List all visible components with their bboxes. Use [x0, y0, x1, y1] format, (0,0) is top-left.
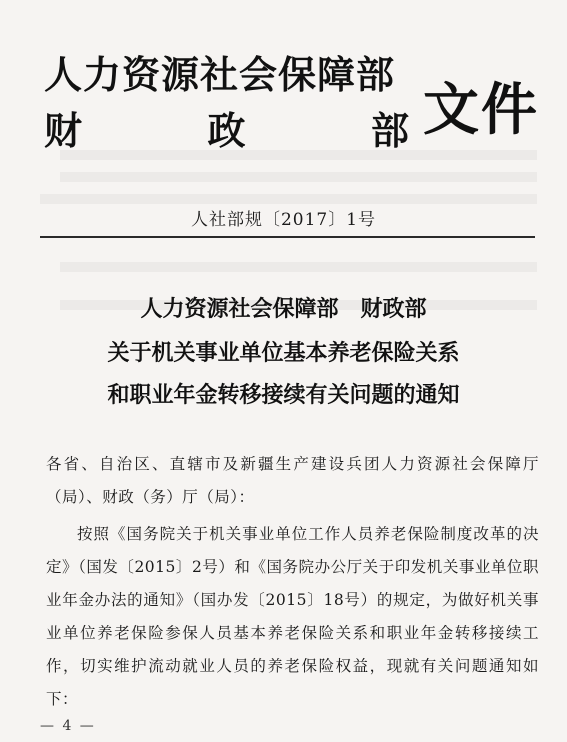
title-line-2: 关于机关事业单位基本养老保险关系	[107, 340, 460, 366]
document-number: 人社部规〔2017〕1号	[190, 210, 377, 230]
issuer-char: 部	[370, 108, 410, 153]
issuer-char: 政	[207, 108, 247, 153]
title-line-1: 人力资源社会保障部 财政部	[140, 296, 427, 322]
body-paragraph: 按照《国务院关于机关事业单位工作人员养老保险制度改革的决定》（国发〔2015〕2号）和《国务院办公厅关于印发机关事业单位职业年金办法的通知》（国办发〔2015〕18号）的规定，为做好机关事业单位养老保险参保人员基本养老保险关系和职业年金转移接续工作，切实维护流动就业人员的养老保险权益，现就有关问题通知如下：	[46, 525, 539, 708]
bleed-through	[40, 194, 537, 204]
title-line-3: 和职业年金转移接续有关问题的通知	[107, 382, 460, 408]
page-number: — 4 —	[40, 718, 96, 734]
wenjian-label: 文件	[423, 77, 539, 143]
bleed-through	[60, 262, 537, 272]
header-rule	[40, 236, 535, 238]
issuer-char: 财	[44, 108, 84, 153]
bleed-through	[60, 172, 537, 182]
issuer-line-2	[44, 100, 410, 155]
issuer-line-1: 人力资源社会保障部	[44, 52, 396, 97]
addressee: 各省、自治区、直辖市及新疆生产建设兵团人力资源社会保障厅（局）、财政（务）厅（局）：	[46, 455, 539, 506]
